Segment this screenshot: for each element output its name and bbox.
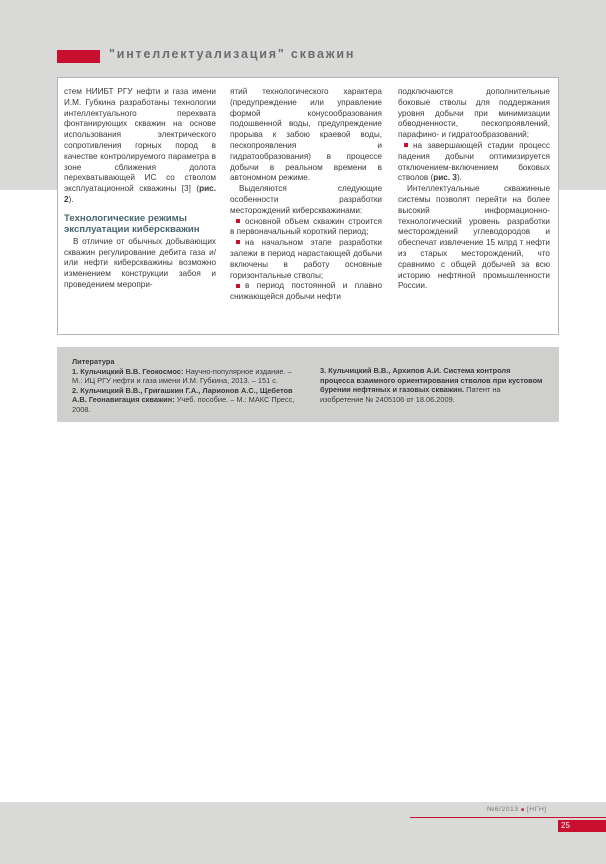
bullet-icon — [404, 143, 408, 147]
references-box — [57, 347, 559, 422]
bullet-text: в период постоянной и плавно снижающейся добычи нефти — [230, 281, 382, 302]
bullet-item — [398, 141, 550, 184]
figure-reference: рис. 2 — [64, 184, 216, 204]
paragraph: ятий технологического характера (предупреждение или управление формой конусообразования подошвенной воды, предупреждение прорыва к забою краевой воды, пескопроявления и гидратообразования) в процессе добычи в реальном времени в автономном режиме. — [230, 87, 382, 183]
paragraph-text: стем НИИБТ РГУ нефти и газа имени И.М. Губкина разработаны технологии интеллектуального перехвата фонтанирующих скважин на основе использования электрического сопротивления горных пород в качестве контролируемого параметра в зоне сближения долота перехватывающей ИС со стволом эксплуатационной скважины [3] ( — [64, 87, 216, 194]
page-number-box — [558, 820, 606, 832]
paragraph: Интеллектуальные скважинные системы позволят перейти на более высокий информационно-технологический уровень разработки месторождений углеводородов и обеспечат извлечение 15 млрд т нефти из старых месторождений, что сравнимо с общей добычей за всю историю нефтяной промышленности России. — [398, 184, 550, 291]
references-column-1 — [72, 357, 298, 415]
article-text-box — [57, 77, 559, 335]
bullet-text: на начальном этапе разработки залежи в период нарастающей добычи включены в работу основные горизонтальные стволы; — [230, 238, 382, 280]
bullet-text: на завершающей стадии процесс падения добычи оптимизируется отключением-включением боковых стволов ( — [398, 140, 550, 183]
reference-details: Учеб. пособие. – М.: МАКС Пресс, 2008. — [72, 395, 295, 414]
separator-icon: ■ — [520, 807, 525, 813]
bullet-icon — [236, 284, 240, 288]
footer-issue-info — [487, 806, 547, 813]
reference-item — [72, 386, 298, 415]
reference-details: Патент на изобретение № 2405106 от 18.06.2009. — [320, 385, 501, 404]
text-column-1 — [64, 87, 216, 291]
reference-item — [320, 366, 546, 404]
header-accent-bar — [57, 50, 100, 63]
text-column-2 — [230, 87, 382, 303]
subheading: Технологические режимы эксплуатации киберскважин — [64, 212, 200, 235]
journal-name: [НГН] — [526, 806, 547, 813]
reference-author: 1. Кульчицкий В.В. Геокосмос: — [72, 366, 184, 376]
bullet-icon — [236, 219, 240, 223]
text-column-3 — [398, 87, 550, 292]
reference-author: 2. Кульчицкий В.В., Григашкин Г.А., Ларионов А.С., Щебетов А.В. Геонавигация скважин: — [72, 385, 293, 405]
bullet-icon — [236, 240, 240, 244]
paragraph — [64, 87, 216, 206]
reference-item — [72, 367, 298, 386]
bullet-item — [230, 238, 382, 281]
section-title: "интеллектуализация" скважин — [109, 47, 356, 61]
figure-reference: рис. 3 — [433, 173, 457, 183]
reference-details: Научно-популярное издание. – М.: ИЦ РГУ нефти и газа имени И.М. Губкина, 2013. – 151 с. — [72, 366, 292, 386]
issue-number: №6/2013 — [487, 806, 519, 813]
paragraph: подключаются дополнительные боковые стволы для поддержания уровня добычи при минимизации обводненности, пескопроявлений, парафино- и гидратообразований; — [398, 87, 550, 140]
footer-rule — [410, 817, 606, 818]
references-title: Литература — [72, 357, 115, 366]
bullet-end: ). — [456, 173, 462, 183]
paragraph: Выделяются следующие особенности разработки месторождений киберскважинами: — [230, 184, 382, 215]
references-column-2 — [320, 366, 546, 404]
bullet-text: основной объем скважин строится в первоначальный короткий период; — [230, 216, 382, 237]
paragraph: В отличие от обычных добывающих скважин регулирование дебита газа и/или нефти киберскважины возможно изменением конструкции забоя и проведением меропри- — [64, 236, 216, 289]
bullet-item — [230, 217, 382, 239]
bullet-item — [230, 281, 382, 303]
paragraph-end: ). — [68, 194, 74, 204]
reference-author: 3. Кульчицкий В.В., Архипов А.И. Система контроля процесса взаимного ориентирования стволов при кустовом бурении нефтяных и газовых скважин. — [320, 366, 543, 395]
page-number: 25 — [561, 821, 570, 830]
